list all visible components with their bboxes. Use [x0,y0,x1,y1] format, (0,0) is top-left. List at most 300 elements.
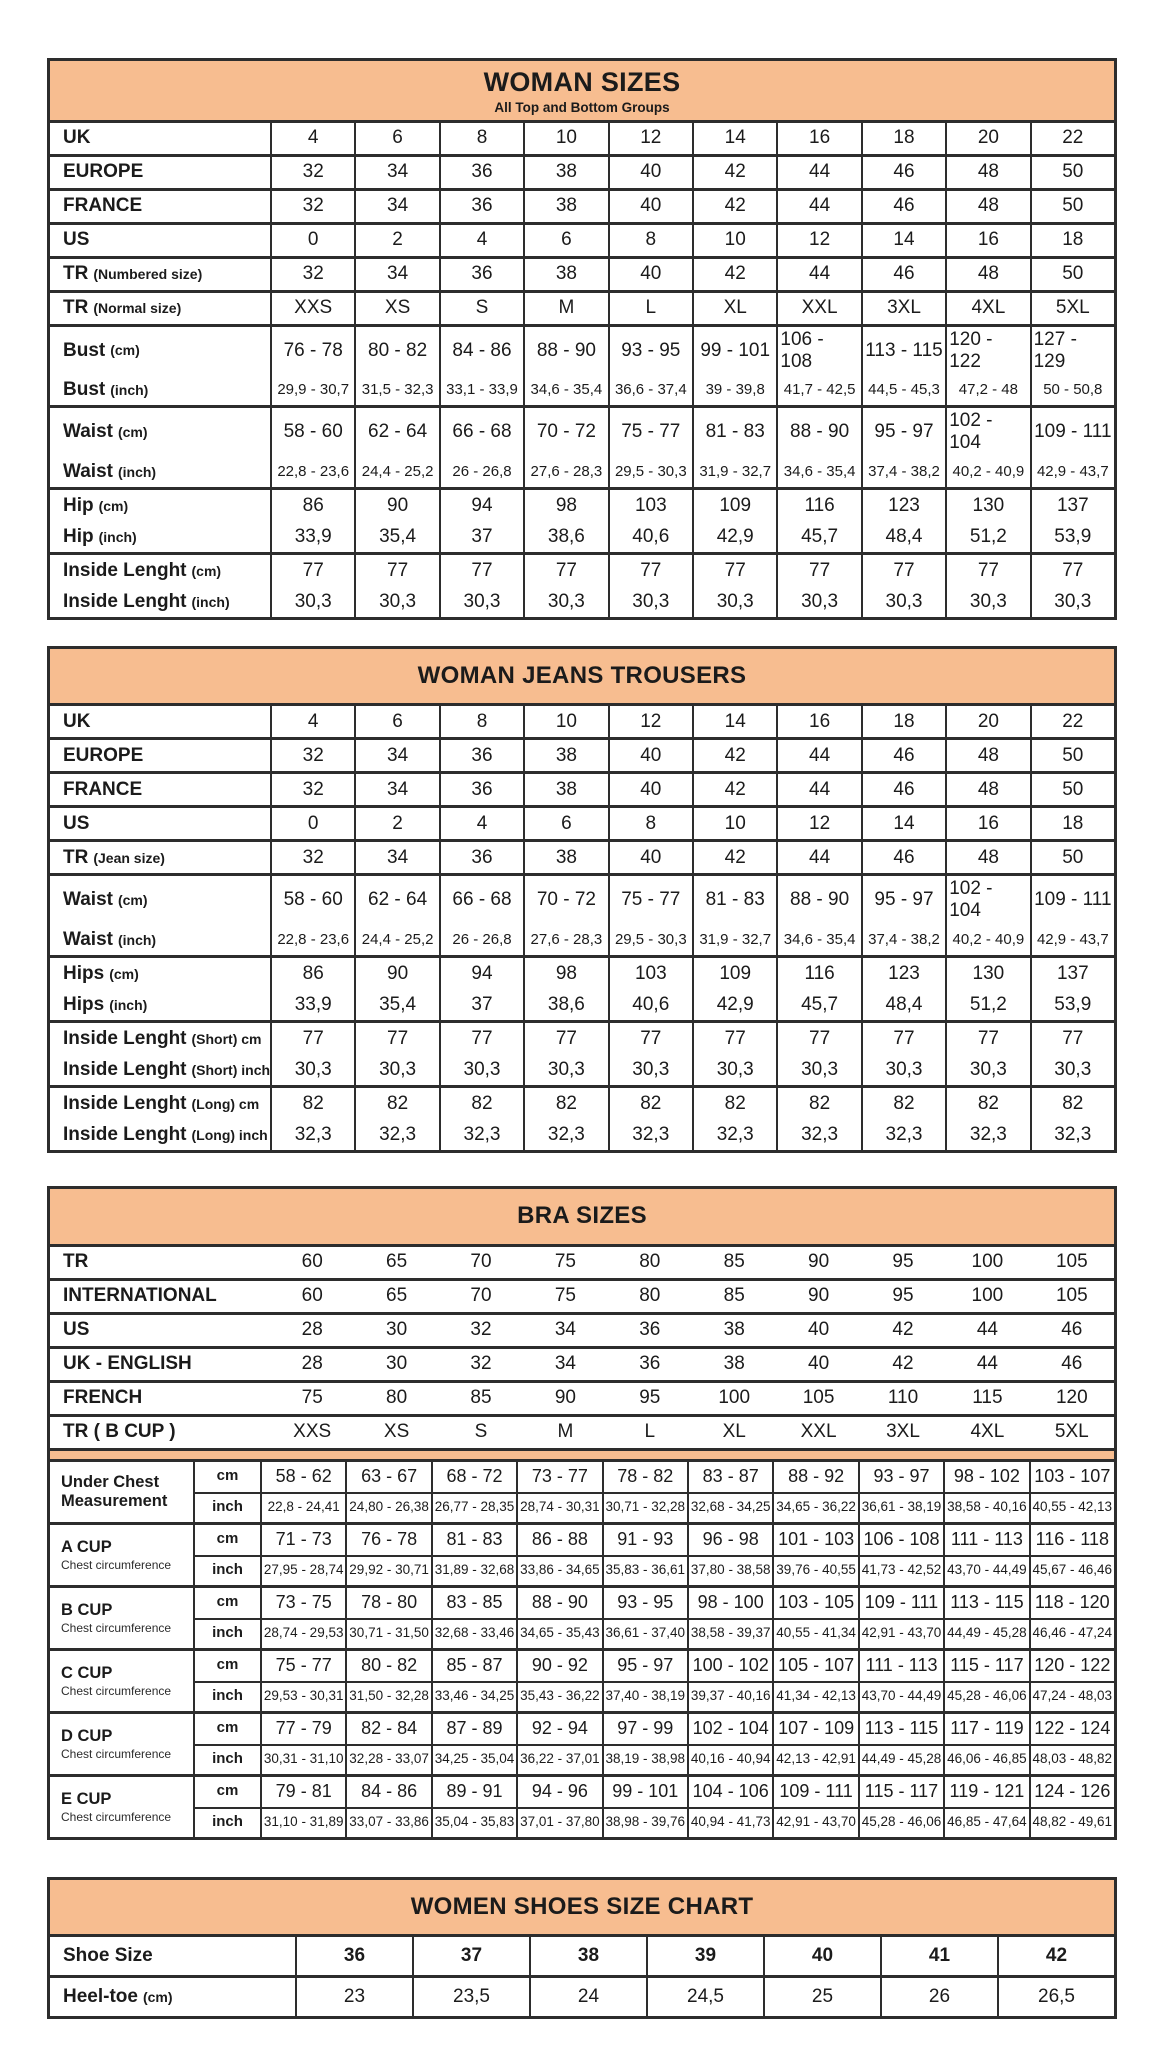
size-value: 12 [608,706,692,737]
size-value: 77 [354,555,438,586]
size-value: 32,68 - 33,46 [431,1620,516,1648]
size-value: 6 [523,225,607,256]
row-label-main: US [63,229,90,251]
row-label-qualifier: (Normal size) [93,300,182,317]
size-value: 77 - 79 [260,1714,345,1744]
size-value: 62 - 64 [354,408,438,456]
size-value: M [557,1421,574,1443]
size-value: 40 [608,191,692,222]
size-value: 32 [270,191,354,222]
size-value: 109 - 111 [1030,876,1114,924]
size-value: S [439,293,523,324]
size-value: 42 [692,259,776,290]
row-group [50,154,1114,188]
unit-cell: inch [212,1750,243,1768]
cup-rows [195,1525,1114,1585]
size-value: 90 - 92 [516,1651,601,1681]
woman-sizes-table [47,58,1117,620]
unit-cell: inch [212,1624,243,1642]
size-value: 98 - 100 [687,1588,772,1618]
size-value: 106 - 108 [858,1525,943,1555]
size-value: 33,9 [270,521,354,552]
unit-cell: inch [212,1813,243,1831]
size-value: 30,31 - 31,10 [260,1746,345,1774]
table-row [50,774,1114,805]
table-row [195,1807,1114,1837]
row-label-qualifier: (cm) [98,497,129,514]
size-value: 65 [386,1251,408,1273]
size-value: 115 [972,1387,1003,1409]
size-value: 50 - 50,8 [1030,374,1114,405]
size-value: 50 [1030,842,1114,873]
row-group [50,771,1114,805]
size-value: 86 [270,490,354,521]
size-value: 105 - 107 [772,1651,857,1681]
size-value: 42,91 - 43,70 [772,1809,857,1837]
unit-cell: inch [212,1687,243,1705]
size-value: 80 [386,1387,408,1409]
size-value: 45,67 - 46,46 [1029,1557,1114,1585]
size-value: 48 [945,191,1029,222]
size-value: 42 [692,774,776,805]
size-value: 77 [270,1023,354,1054]
row-label-main: FRANCE [63,195,143,217]
size-value: 8 [439,123,523,154]
size-value: 83 - 87 [687,1462,772,1492]
size-value: 32,3 [523,1119,607,1150]
table-row [50,259,1114,290]
size-value: 31,10 - 31,89 [260,1809,345,1837]
table-row [50,1978,1114,2016]
size-value: 24,4 - 25,2 [354,924,438,955]
row-label-main: Bust [63,339,106,361]
row-label-main: FRENCH [63,1387,143,1409]
size-value: 33,1 - 33,9 [439,374,523,405]
size-value: 46 [861,157,945,188]
size-value: 44 [776,191,860,222]
size-value: 34,6 - 35,4 [523,374,607,405]
size-value: 16 [776,706,860,737]
size-value: 0 [270,225,354,256]
size-value: 30,3 [945,1054,1029,1085]
bra-cup-grid [50,1462,1114,1837]
size-value: 85 [723,1285,745,1307]
row-label-qualifier: (inch) [117,931,157,948]
size-value: 23 [295,1978,412,2016]
row-label-main: Waist [63,928,113,950]
size-value: 103 [608,958,692,989]
table-row [50,924,1114,955]
size-value: 115 - 117 [943,1651,1028,1681]
size-value: 32,3 [861,1119,945,1150]
row-label [50,740,270,771]
size-value: 46,85 - 47,64 [943,1809,1028,1837]
woman-jeans-grid [50,706,1114,1150]
size-value: 42 [692,157,776,188]
size-value: 34 [354,191,438,222]
cup-name: C CUP [61,1663,113,1682]
row-label [50,1315,270,1346]
size-value: 46 [861,740,945,771]
row-group [50,324,1114,406]
table-row [195,1525,1114,1555]
size-value: 28 [301,1319,323,1341]
size-value: 86 - 88 [516,1525,601,1555]
row-label-qualifier: (Short) inch [191,1061,271,1078]
size-value: 30,3 [523,586,607,617]
table-row [50,808,1114,839]
table-row [50,1247,1114,1278]
size-value: 50 [1030,191,1114,222]
size-value: 24,80 - 26,38 [345,1494,430,1522]
women-shoes-title: WOMEN SHOES SIZE CHART [410,1892,754,1920]
size-value: 58 - 60 [270,876,354,924]
size-value: 22,8 - 23,6 [270,456,354,487]
table-row [195,1462,1114,1492]
size-value: 47,24 - 48,03 [1029,1683,1114,1711]
size-value: 102 - 104 [945,876,1029,924]
row-label [50,456,270,487]
size-value: 95 [639,1387,661,1409]
size-value: XXL [800,1421,837,1443]
size-value: 20 [945,123,1029,154]
size-value: 34 [354,842,438,873]
size-value: 18 [1030,225,1114,256]
size-value: 42,13 - 42,91 [772,1746,857,1774]
table-row [50,408,1114,456]
size-value: 45,7 [776,989,860,1020]
cup-group [50,1774,1114,1837]
size-value: 38 [523,259,607,290]
row-group [50,487,1114,552]
woman-jeans-table [47,646,1117,1153]
size-value: 95 [892,1251,914,1273]
size-value: 100 [971,1285,1004,1307]
table-row [50,1315,1114,1346]
size-value: 14 [692,123,776,154]
row-label [50,842,270,873]
cup-rows [195,1651,1114,1711]
size-value: 28,74 - 29,53 [260,1620,345,1648]
size-value: 30,3 [354,586,438,617]
size-value: 58 - 60 [270,408,354,456]
size-value: 119 - 121 [943,1777,1028,1807]
row-group [50,222,1114,256]
size-value: 34 [354,259,438,290]
row-label-main: FRANCE [63,779,143,801]
size-value: 75 - 77 [260,1651,345,1681]
size-value: 137 [1030,490,1114,521]
table-row [195,1588,1114,1618]
size-value: 32,3 [945,1119,1029,1150]
row-label-main: Hip [63,525,94,547]
size-value: 30,3 [692,586,776,617]
cup-label [50,1651,195,1711]
table-row [50,876,1114,924]
row-group [50,1247,1114,1278]
size-value: 10 [523,123,607,154]
cup-group [50,1648,1114,1711]
bra-sizes-table [47,1186,1117,1839]
table-row [50,586,1114,617]
size-value: 70 [470,1251,492,1273]
size-value: 77 [861,555,945,586]
size-value: 37,40 - 38,19 [602,1683,687,1711]
size-value: XXL [776,293,860,324]
size-value: 101 - 103 [772,1525,857,1555]
size-value: 36 [639,1353,661,1375]
size-value: 82 [523,1088,607,1119]
size-value: 44 [776,157,860,188]
size-value: 90 [554,1387,576,1409]
size-value: 30,3 [608,586,692,617]
size-value: 46 [861,259,945,290]
size-value: 75 - 77 [608,876,692,924]
size-value: 35,4 [354,521,438,552]
size-value: 32,3 [1030,1119,1114,1150]
cup-rows [195,1714,1114,1774]
size-value: XL [722,1421,746,1443]
woman-jeans-title: WOMAN JEANS TROUSERS [417,662,747,690]
size-value: 42 [692,191,776,222]
size-value: 111 - 113 [943,1525,1028,1555]
size-value: 24 [529,1978,646,2016]
size-value: 50 [1030,774,1114,805]
size-value: 53,9 [1030,989,1114,1020]
row-group [50,1312,1114,1346]
size-value: 46,46 - 47,24 [1029,1620,1114,1648]
row-label [50,1349,270,1380]
size-value: 34,6 - 35,4 [776,924,860,955]
cup-label [50,1525,195,1585]
row-group [50,256,1114,290]
size-value: 83 - 85 [431,1588,516,1618]
size-value: 31,5 - 32,3 [354,374,438,405]
size-value: 32 [270,157,354,188]
size-value: 90 [808,1251,830,1273]
row-group [50,1937,1114,1975]
size-value: 70 [470,1285,492,1307]
cup-name: A CUP [61,1537,112,1556]
size-value: 94 - 96 [516,1777,601,1807]
row-label [50,924,270,955]
size-value: 109 [692,490,776,521]
size-value: 30,3 [776,1054,860,1085]
row-label [50,225,270,256]
row-group [50,805,1114,839]
size-value: 48 [945,842,1029,873]
size-value: L [608,293,692,324]
size-value: 103 - 105 [772,1588,857,1618]
table-row [50,123,1114,154]
table-row [195,1618,1114,1648]
row-label-main: EUROPE [63,745,144,767]
size-value: 30,3 [1030,586,1114,617]
row-label [50,958,270,989]
size-value: 18 [861,706,945,737]
table-row [50,374,1114,405]
size-value: 93 - 95 [602,1588,687,1618]
size-value: 120 - 122 [1029,1651,1114,1681]
size-value: 48 [945,157,1029,188]
size-value: 78 - 82 [602,1462,687,1492]
unit-cell: cm [216,1656,239,1674]
size-value: 80 - 82 [354,327,438,375]
size-value: 26,5 [997,1978,1114,2016]
row-label-main: UK [63,127,91,149]
size-value: 27,95 - 28,74 [260,1557,345,1585]
size-value: 30,3 [439,1054,523,1085]
size-value: 123 [861,490,945,521]
size-value: 66 - 68 [439,408,523,456]
size-value: 60 [301,1251,323,1273]
size-value: 39 - 39,8 [692,374,776,405]
size-value: 42,91 - 43,70 [858,1620,943,1648]
size-value: 30,3 [1030,1054,1114,1085]
size-value: 34,6 - 35,4 [776,456,860,487]
row-label [50,1119,270,1150]
row-group [50,955,1114,1020]
size-value: 62 - 64 [354,876,438,924]
size-value: 37,01 - 37,80 [516,1809,601,1837]
size-value: 42 [892,1353,914,1375]
size-value: 2 [354,225,438,256]
size-value: 98 [523,490,607,521]
row-label [50,1383,270,1414]
size-value: 32 [470,1319,492,1341]
size-value: 30,3 [270,586,354,617]
size-value: 96 - 98 [687,1525,772,1555]
size-value: 10 [523,706,607,737]
row-label-main: Inside Lenght [63,1123,187,1145]
table-row [50,1383,1114,1414]
size-value: 84 - 86 [345,1777,430,1807]
size-value: 115 - 117 [858,1777,943,1807]
size-value: 44 [976,1319,998,1341]
size-value: 82 [439,1088,523,1119]
size-value: 77 [608,1023,692,1054]
bra-sizes-header [50,1189,1114,1246]
size-value: 95 - 97 [861,876,945,924]
size-value: 70 - 72 [523,876,607,924]
row-label-main: TR ( B CUP ) [63,1421,176,1443]
size-value: 39 [646,1937,763,1975]
size-value: 40 [608,842,692,873]
size-value: 40 [608,259,692,290]
size-value: 48,03 - 48,82 [1029,1746,1114,1774]
row-label-qualifier: (cm) [110,342,140,359]
size-value: 53,9 [1030,521,1114,552]
size-value: 77 [776,1023,860,1054]
size-value: 41,34 - 42,13 [772,1683,857,1711]
row-label-qualifier: (Short) cm [191,1030,262,1047]
unit-cell: inch [212,1561,243,1579]
table-row [50,225,1114,256]
row-group [50,737,1114,771]
size-value: 6 [354,123,438,154]
size-value: 30,71 - 31,50 [345,1620,430,1648]
cup-label [50,1777,195,1837]
size-value: 91 - 93 [602,1525,687,1555]
size-value: 40,6 [608,521,692,552]
size-value: 40,2 - 40,9 [945,924,1029,955]
size-value: 75 [554,1251,576,1273]
row-label-qualifier: (Long) inch [191,1126,268,1143]
table-row [195,1714,1114,1744]
size-value: 28,74 - 30,31 [516,1494,601,1522]
size-value: 48 [945,740,1029,771]
size-value: 38 [723,1353,745,1375]
size-value: 77 [861,1023,945,1054]
size-value: 30,3 [608,1054,692,1085]
size-value: 4XL [970,1421,1005,1443]
size-value: 65 [386,1285,408,1307]
size-value: 81 - 83 [431,1525,516,1555]
row-label-main: Waist [63,889,113,911]
unit-cell: cm [216,1719,239,1737]
size-value: 77 [1030,1023,1114,1054]
size-value: 31,9 - 32,7 [692,456,776,487]
size-value: 40,2 - 40,9 [945,456,1029,487]
row-group [50,706,1114,737]
row-group [50,1380,1114,1414]
unit-cell: cm [216,1593,239,1611]
size-value: 38,58 - 39,37 [687,1620,772,1648]
size-value: 118 - 120 [1029,1588,1114,1618]
size-value: 32,3 [354,1119,438,1150]
size-value: 70 - 72 [523,408,607,456]
size-value: 30,3 [861,1054,945,1085]
cup-name: Under Chest Measurement [61,1472,168,1510]
size-value: 8 [608,225,692,256]
size-value: 29,5 - 30,3 [608,456,692,487]
size-value: 26 [880,1978,997,2016]
size-value: 26 - 26,8 [439,456,523,487]
size-value: 44 [776,774,860,805]
size-value: 82 [861,1088,945,1119]
size-value: 35,83 - 36,61 [602,1557,687,1585]
size-value: 44,5 - 45,3 [861,374,945,405]
size-value: XXS [293,1421,332,1443]
size-value: 36 [439,774,523,805]
table-row [50,1088,1114,1119]
row-label-qualifier: (inch) [109,996,148,1013]
row-group [50,873,1114,955]
size-value: 30,3 [861,586,945,617]
woman-jeans-header [50,649,1114,706]
size-value: 23,5 [412,1978,529,2016]
size-value: 18 [861,123,945,154]
row-label-main: Hip [63,494,94,516]
bra-sizes-title: BRA SIZES [517,1202,647,1230]
size-value: 30,3 [270,1054,354,1085]
table-row [50,1937,1114,1975]
row-label-qualifier: (cm) [142,1988,173,2005]
size-value: 110 [887,1387,919,1409]
table-row [50,157,1114,188]
size-value: 27,6 - 28,3 [523,456,607,487]
size-value: 32,68 - 34,25 [687,1494,772,1522]
size-value: 16 [776,123,860,154]
size-value: 6 [354,706,438,737]
size-value: 90 [354,490,438,521]
size-value: 30,3 [439,586,523,617]
size-value: 26,77 - 28,35 [431,1494,516,1522]
row-label-qualifier: (inch) [191,593,230,610]
size-value: 88 - 90 [523,327,607,375]
size-value: 92 - 94 [516,1714,601,1744]
row-label-main: UK - ENGLISH [63,1353,192,1375]
